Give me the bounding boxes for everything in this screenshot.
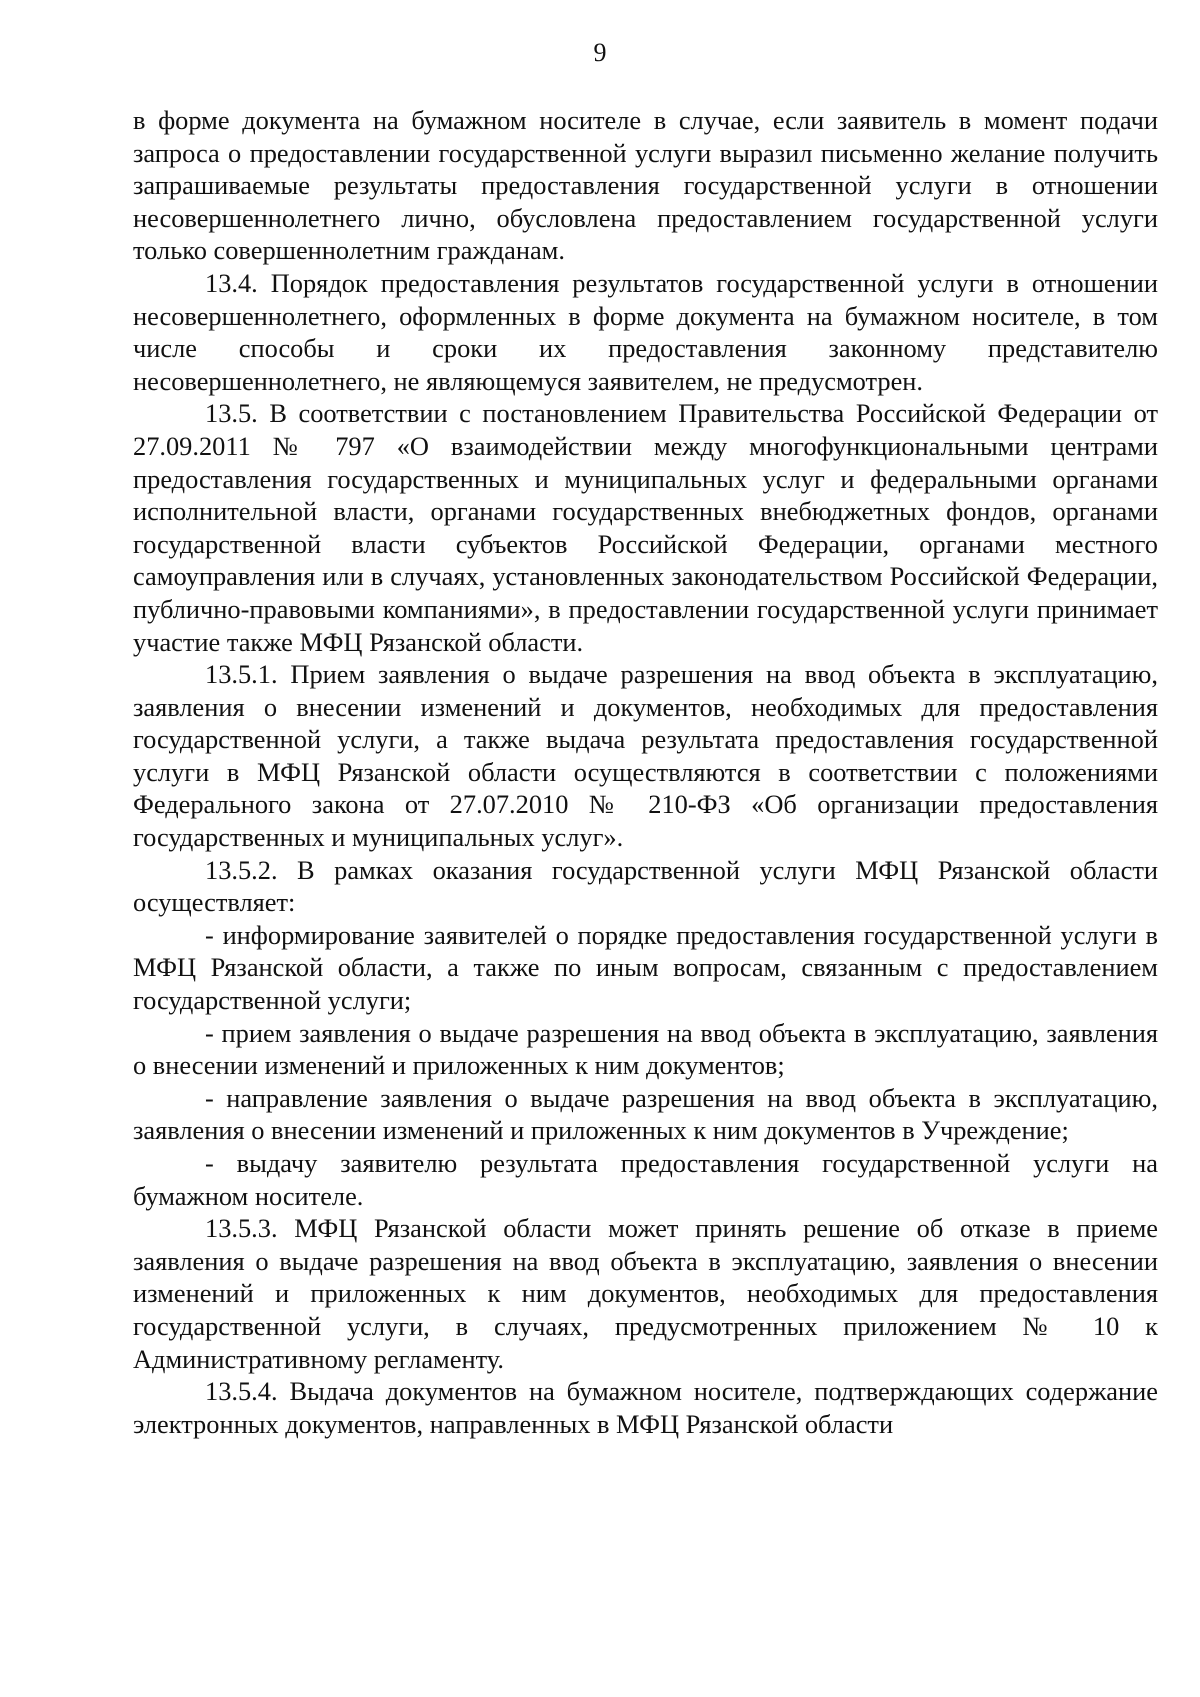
- page-number: 9: [593, 38, 607, 67]
- paragraph-8: - направление заявления о выдаче разрешения на ввод объекта в эксплуатацию, заявления о внесении изменений и приложенных к ним документов в Учреждение;: [133, 1082, 1158, 1146]
- paragraph-11: 13.5.4. Выдача документов на бумажном носителе, подтверждающих содержание электронных документов, направленных в МФЦ Рязанской области: [133, 1376, 1158, 1439]
- paragraph-1: в форме документа на бумажном носителе в случае, если заявитель в момент подачи запроса о предоставлении государственной услуги выразил письменно желание получить запрашиваемые результаты предоставления государственной услуги в отношении несовершеннолетнего лично, обусловлена предоставлением государственной услуги только совершеннолетним гражданам.: [133, 105, 1158, 266]
- paragraph-9: - выдачу заявителю результата предоставления государственной услуги на бумажном носителе.: [133, 1148, 1158, 1211]
- paragraph-5: 13.5.2. В рамках оказания государственной услуги МФЦ Рязанской области осуществляет:: [133, 854, 1158, 918]
- paragraph-4: 13.5.1. Прием заявления о выдаче разрешения на ввод объекта в эксплуатацию, заявления о внесении изменений и документов, необходимых для предоставления государственной услуги, а также выдача результата предоставления государственной услуги в МФЦ Рязанской области осуществляются в соответствии с положениями Федерального закона от 27.07.2010 № 210-ФЗ «Об организации предоставления государственных и муниципальных услуг».: [133, 659, 1158, 853]
- document-body: [133, 104, 1158, 1440]
- paragraph-7: - прием заявления о выдаче разрешения на ввод объекта в эксплуатацию, заявления о внесении изменений и приложенных к ним документов;: [133, 1017, 1158, 1081]
- paragraph-2: 13.4. Порядок предоставления результатов государственной услуги в отношении несовершеннолетнего, оформленных в форме документа на бумажном носителе, в том числе способы и сроки их предоставления законному представителю несовершеннолетнего, не являющемуся заявителем, не предусмотрен.: [133, 267, 1158, 396]
- paragraph-3: 13.5. В соответствии с постановлением Правительства Российской Федерации от 27.09.2011 № 797 «О взаимодействии между многофункциональными центрами предоставления государственных и муниципальных услуг и федеральными органами исполнительной власти, органами государственных внебюджетных фондов, органами государственной власти субъектов Российской Федерации, органами местного самоуправления или в случаях, установленных законодательством Российской Федерации, публично-правовыми компаниями», в предоставлении государственной услуги принимает участие также МФЦ Рязанской области.: [133, 398, 1158, 657]
- paragraph-6: - информирование заявителей о порядке предоставления государственной услуги в МФЦ Рязанской области, а также по иным вопросам, связанным с предоставлением государственной услуги;: [133, 919, 1158, 1016]
- paragraph-10: 13.5.3. МФЦ Рязанской области может принять решение об отказе в приеме заявления о выдаче разрешения на ввод объекта в эксплуатацию, заявления о внесении изменений и приложенных к ним документов, необходимых для предоставления государственной услуги, в случаях, предусмотренных приложением № 10 к Административному регламенту.: [133, 1213, 1158, 1374]
